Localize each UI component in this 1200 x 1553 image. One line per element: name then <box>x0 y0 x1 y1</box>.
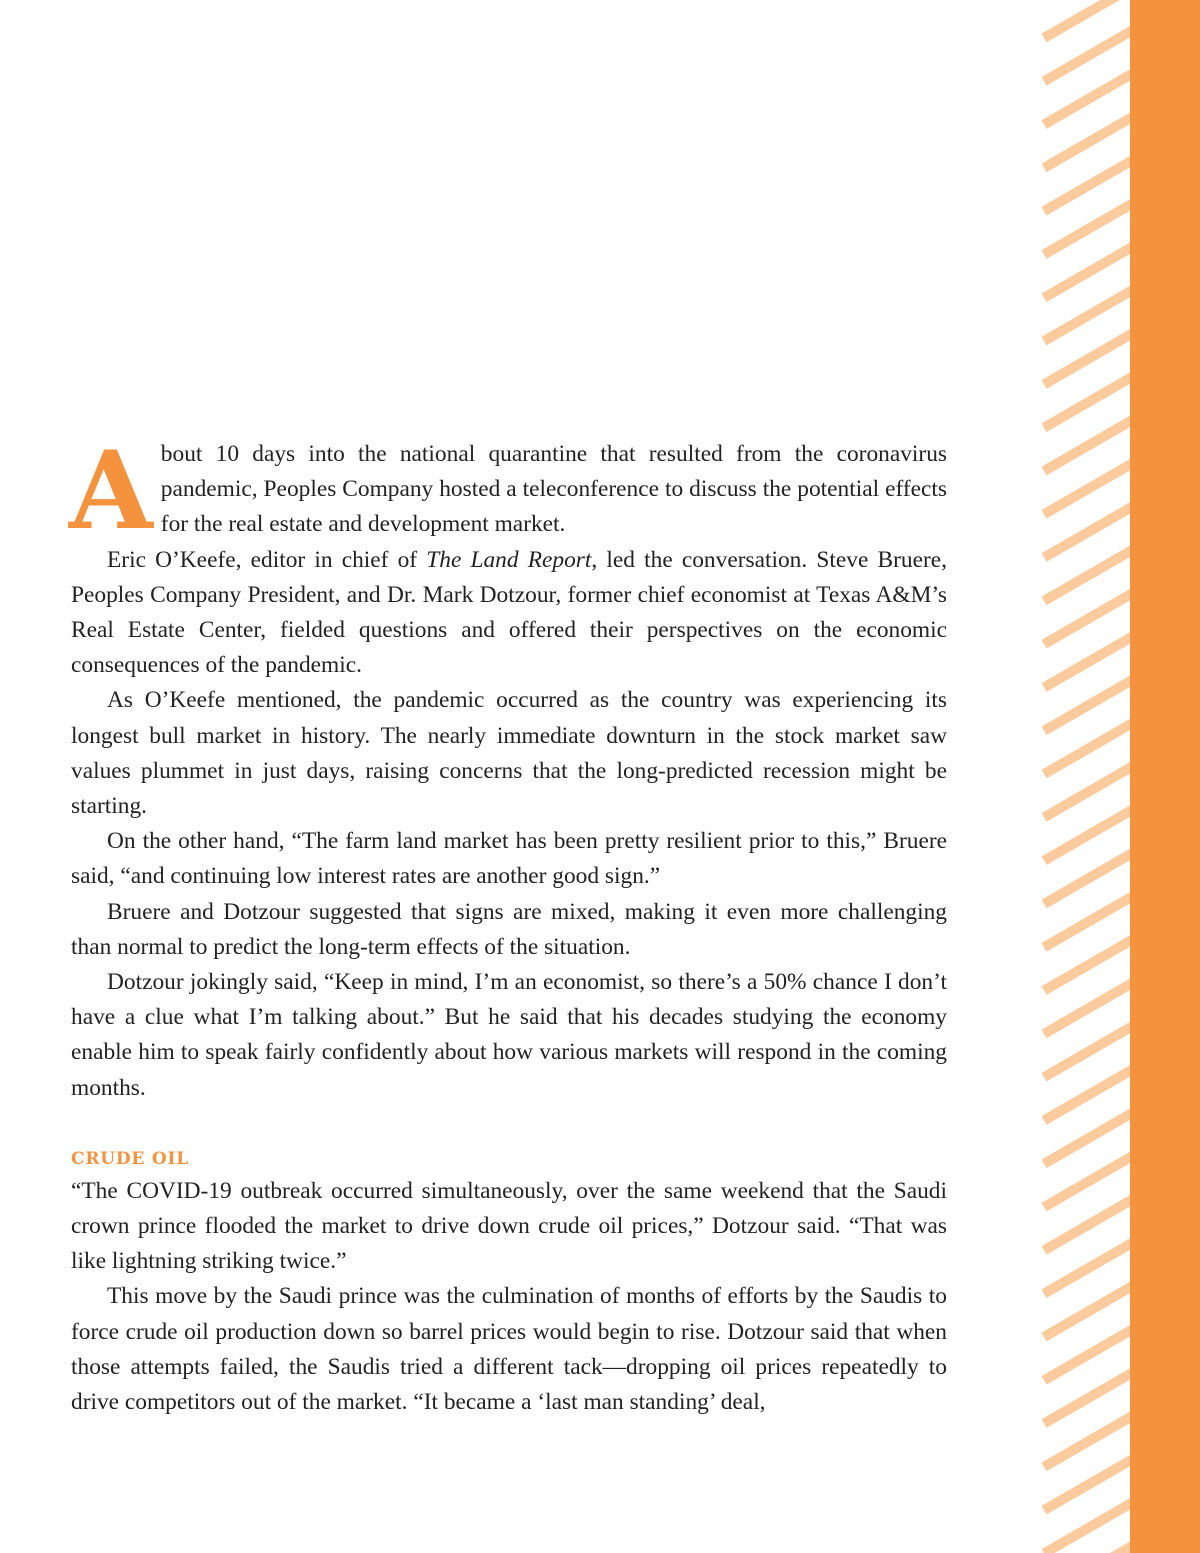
paragraph-signs-mixed: Bruere and Dotzour suggested that signs are mixed, making it even more challenging than normal to predict the long-term effects of the situation. <box>71 898 947 960</box>
paragraph-okeefe-start: Eric O’Keefe, editor in chief of <box>107 546 427 573</box>
paragraph-bull-market: As O’Keefe mentioned, the pandemic occurred as the country was experiencing its longest bull market in history. The nearly immediate downturn in the stock market saw values plummet in just days, raising concerns that the long-predicted recession might be starting. <box>71 687 947 820</box>
article-body <box>69 428 947 1420</box>
intro-paragraph <box>69 428 947 554</box>
orange-side-bar <box>1130 0 1200 1553</box>
paragraph-okeefe <box>71 543 947 684</box>
publication-title: The Land Report <box>426 546 592 573</box>
paragraph-saudi-prince: This move by the Saudi prince was the culmination of months of efforts by the Saudis to force crude oil production down so barrel prices would begin to rise. Dotzour said that when those attempts failed, the Saudis tried a different tack—dropping oil prices repeatedly to drive competitors out of the market. “It became a ‘last man standing’ deal, <box>71 1283 947 1416</box>
paragraph-covid-outbreak: “The COVID-19 outbreak occurred simultaneously, over the same weekend that the Saudi crown prince flooded the market to drive down crude oil prices,” Dotzour said. “That was like lightning striking twice.” <box>71 1177 947 1275</box>
section-heading-crude-oil: CRUDE OIL <box>71 1148 190 1169</box>
intro-paragraph-text: bout 10 days into the national quarantine that resulted from the coronavirus pandemic, Peoples Company hosted a teleconference to discuss the potential effects for the real estate and development market. <box>160 441 947 538</box>
drop-cap: A <box>69 428 151 554</box>
paragraph-okeefe-end: , led the conversation. Steve Bruere, Peoples Company President, and Dr. Mark Dotzour, former chief economist at Texas A&M’s Real Estate Center, fielded questions and offered their perspectives on the economic consequences of the pandemic. <box>71 546 947 679</box>
paragraph-farm-land: On the other hand, “The farm land market has been pretty resilient prior to this,” Bruere said, “and continuing low interest rates are another good sign.” <box>71 828 947 890</box>
paragraph-economist-joke: Dotzour jokingly said, “Keep in mind, I’m an economist, so there’s a 50% chance I don’t have a clue what I’m talking about.” But he said that his decades studying the economy enable him to speak fairly confidently about how various markets will respond in the coming months. <box>71 969 947 1101</box>
